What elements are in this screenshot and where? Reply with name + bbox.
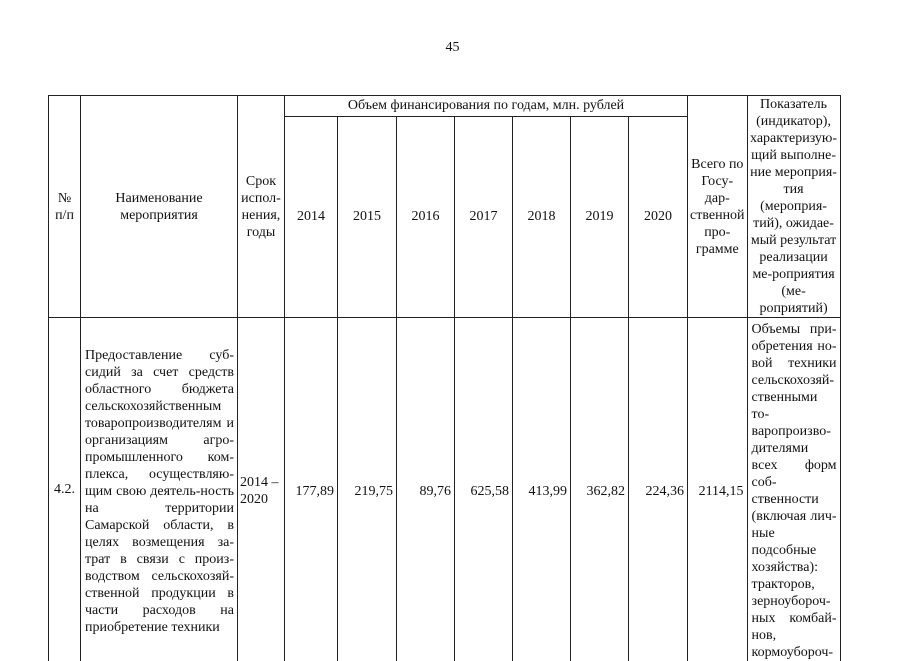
page-number: 45 bbox=[0, 40, 905, 56]
header-num: № п/п bbox=[49, 96, 81, 318]
row-value-2016: 89,76 bbox=[397, 318, 455, 661]
header-year: 2015 bbox=[338, 116, 397, 317]
header-year: 2020 bbox=[629, 116, 688, 317]
header-funding-group: Объем финансирования по годам, млн. рублей bbox=[285, 96, 688, 117]
row-value-2018: 413,99 bbox=[513, 318, 571, 661]
row-value-2020: 224,36 bbox=[629, 318, 688, 661]
header-name: Наименование мероприятия bbox=[81, 96, 238, 318]
funding-table bbox=[48, 95, 841, 661]
header-year: 2016 bbox=[397, 116, 455, 317]
header-year: 2014 bbox=[285, 116, 338, 317]
header-total: Всего по Госу-дар-ственной про-грамме bbox=[688, 96, 748, 318]
table-row bbox=[49, 318, 841, 661]
header-year: 2017 bbox=[455, 116, 513, 317]
row-value-2017: 625,58 bbox=[455, 318, 513, 661]
header-year: 2019 bbox=[571, 116, 629, 317]
header-period: Срок испол-нения, годы bbox=[238, 96, 285, 318]
row-indicator: Объемы при-обретения но-вой техники сельскохозяй-ственными то-варопроизво-дителями всех форм соб-ственности (включая лич-ные подсобные хозяйства): тракторов, зерноубороч-ных комбай-нов, кормоубороч- bbox=[747, 318, 840, 661]
row-total: 2114,15 bbox=[688, 318, 748, 661]
row-num: 4.2. bbox=[49, 318, 81, 661]
row-value-2015: 219,75 bbox=[338, 318, 397, 661]
row-name: Предоставление суб-сидий за счет средств областного бюджета сельскохозяйственным товаропроизводителям и организациям агро-промышленного ком-плекса, осуществляю-щим свою деятель-ность на территории Самарской области, в целях возмещения за-трат в связи с произ-водством сельскохозяй-ственной продукции в части расходов на приобретение техники bbox=[81, 318, 238, 661]
header-year: 2018 bbox=[513, 116, 571, 317]
row-value-2019: 362,82 bbox=[571, 318, 629, 661]
header-indicator: Показатель (индикатор), характеризую-щий выполне-ние мероприя-тия (мероприя-тий), ожидае-мый результат реализации ме-роприятия (ме-роприятий) bbox=[747, 96, 840, 318]
row-value-2014: 177,89 bbox=[285, 318, 338, 661]
row-period: 2014 – 2020 bbox=[238, 318, 285, 661]
